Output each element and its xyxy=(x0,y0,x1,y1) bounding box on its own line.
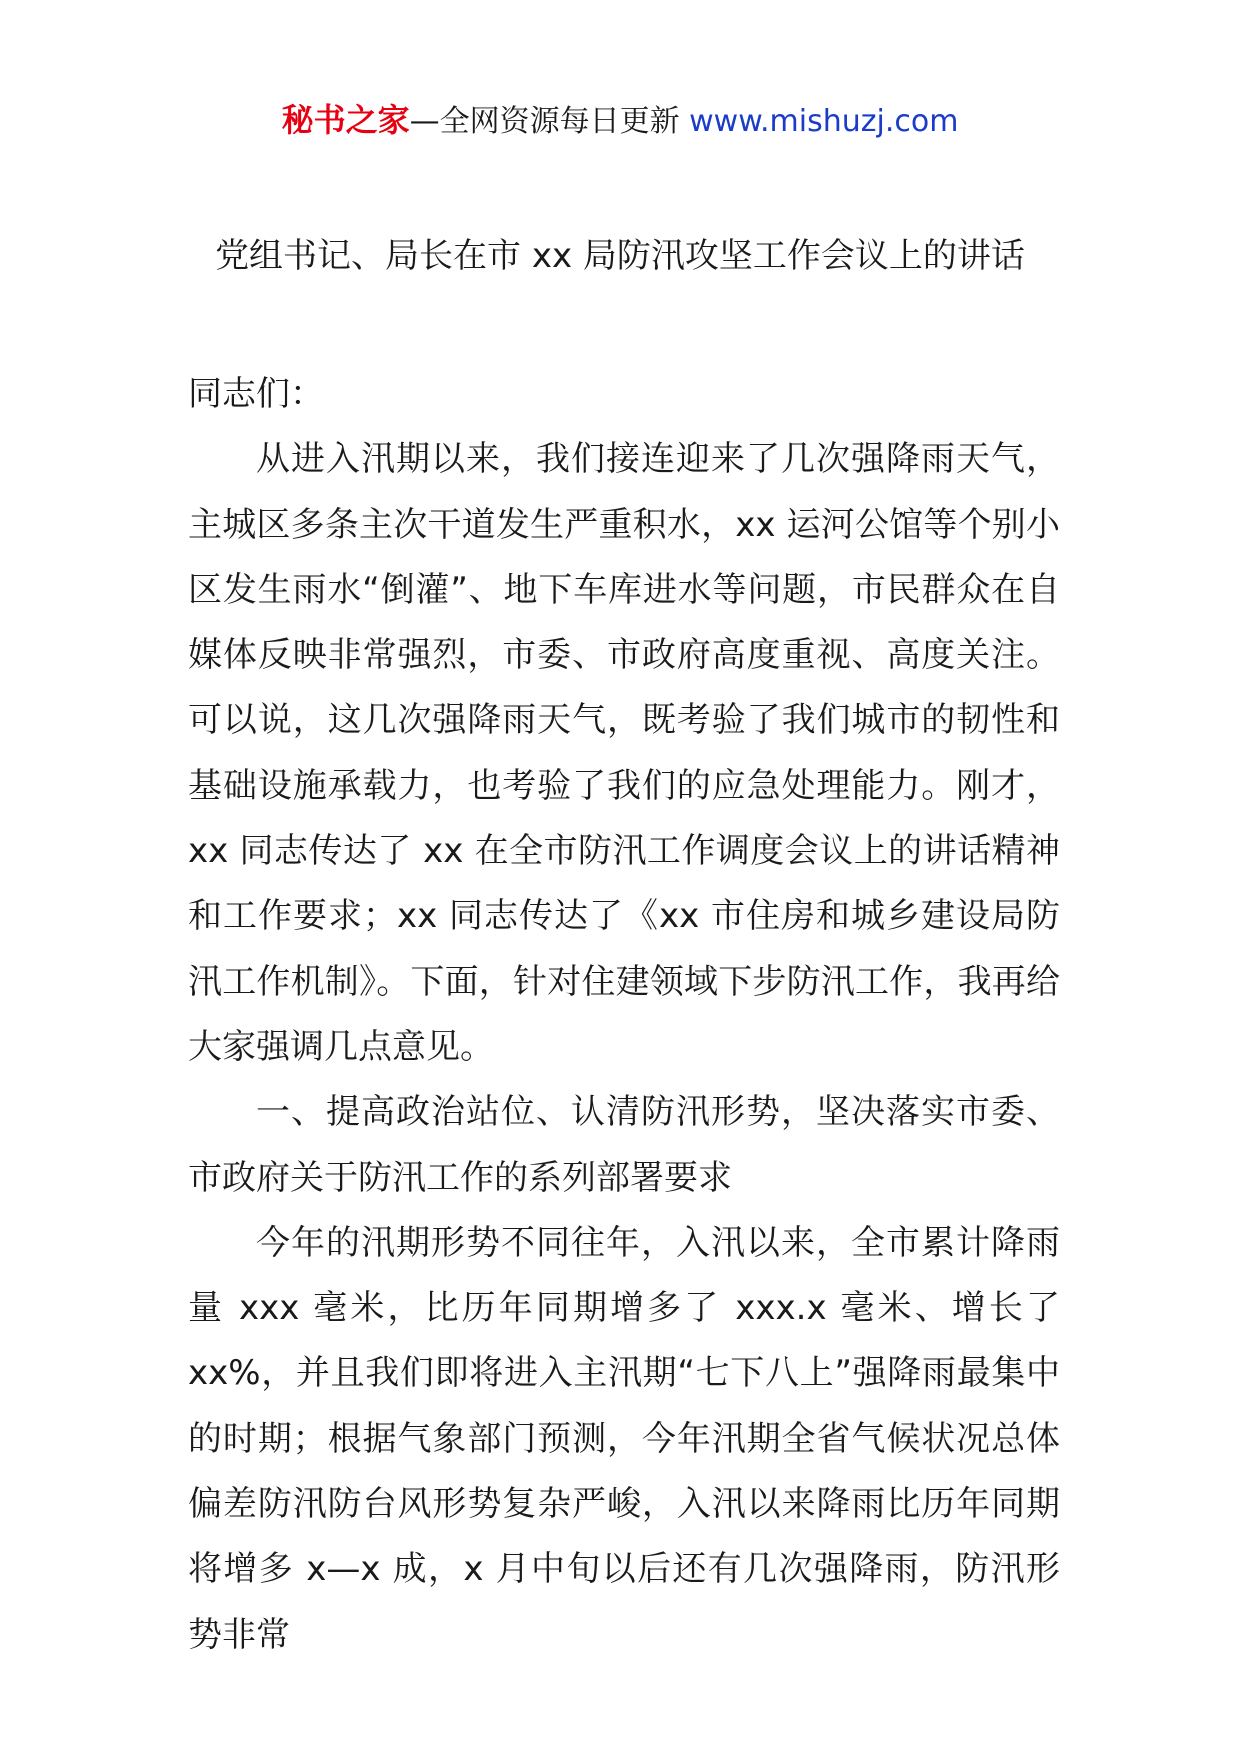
document-title: 党组书记、局长在市 xx 局防汛攻坚工作会议上的讲话 xyxy=(215,236,1025,276)
brand-name: 秘书之家 xyxy=(281,101,410,139)
paragraph-flood-situation: 今年的汛期形势不同往年，入汛以来，全市累计降雨量 xxx 毫米，比历年同期增多了 xxx.x 毫米、增长了 xx%，并且我们即将进入主汛期“七下八上”强降雨最集中的时期；根据气象部门预测，今年汛期全省气候状况总体偏差防汛防台风形势复杂严峻，入汛以来降雨比历年同期将增多 x—x 成，x 月中旬以后还有几次强降雨，防汛形势非常 xyxy=(188,1222,1060,1655)
salutation: 同志们： xyxy=(188,374,324,414)
site-header xyxy=(0,100,1240,142)
document-body xyxy=(188,362,1060,1668)
paragraph-intro: 从进入汛期以来，我们接连迎来了几次强降雨天气，主城区多条主次干道发生严重积水，xx 运河公馆等个别小区发生雨水“倒灌”、地下车库进水等问题，市民群众在自媒体反映非常强烈，市委、市政府高度重视、高度关注。可以说，这几次强降雨天气，既考验了我们城市的韧性和基础设施承载力，也考验了我们的应急处理能力。刚才，xx 同志传达了 xx 在全市防汛工作调度会议上的讲话精神和工作要求；xx 同志传达了《xx 市住房和城乡建设局防汛工作机制》。下面，针对住建领域下步防汛工作，我再给大家强调几点意见。 xyxy=(188,439,1060,1067)
section-heading-1: 一、提高政治站位、认清防汛形势，坚决落实市委、市政府关于防汛工作的系列部署要求 xyxy=(188,1092,1060,1198)
site-url-link[interactable]: www.mishuzj.com xyxy=(689,104,959,139)
header-tagline: —全网资源每日更新 xyxy=(409,104,680,139)
